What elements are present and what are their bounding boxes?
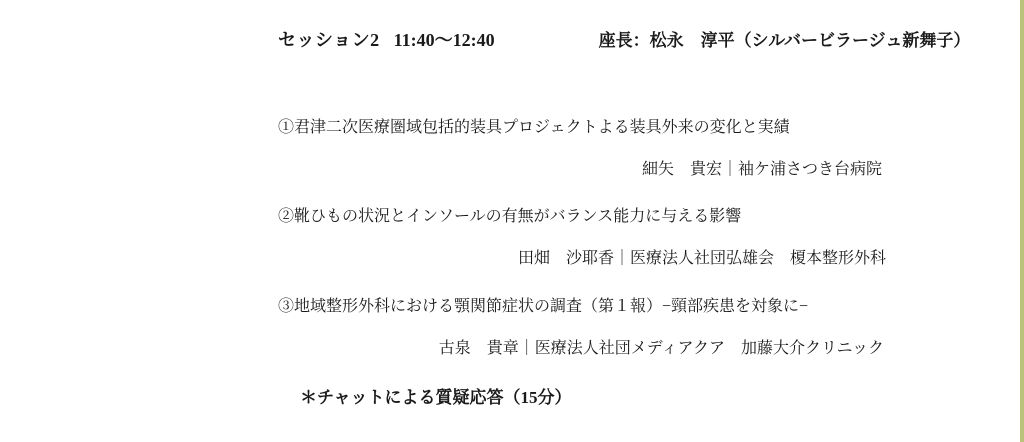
right-edge-gap [1017,0,1020,442]
right-edge-accent-rule [1020,0,1024,442]
talk-author: 田畑 沙耶香｜医療法人社団弘雄会 榎本整形外科 [517,250,886,267]
talk-author: 細矢 貴宏｜袖ケ浦さつき台病院 [641,161,882,178]
talk-title: ③地域整形外科における顎関節症状の調査（第１報）−頸部疾患を対象に− [278,298,809,315]
session-chair: 座長：松永 淳平（シルバービラージュ新舞子） [598,31,971,50]
talk-title: ②靴ひもの状況とインソールの有無がバランス能力に与える影響 [278,208,742,225]
talk-entry [278,205,978,268]
talk-entry [278,116,978,179]
session-title: セッション2 [278,30,380,50]
session-header [278,26,978,52]
chat-qa-note: ＊チャットによる質疑応答（15分） [300,388,572,407]
talk-author: 古泉 貴章｜医療法人社団メディアクア 加藤大介クリニック [438,340,884,357]
talk-title: ①君津二次医療圏域包括的装具プロジェクトよる装具外来の変化と実績 [278,119,790,136]
session-time: 11:40〜12:40 [393,30,495,50]
talk-entry [278,295,978,358]
